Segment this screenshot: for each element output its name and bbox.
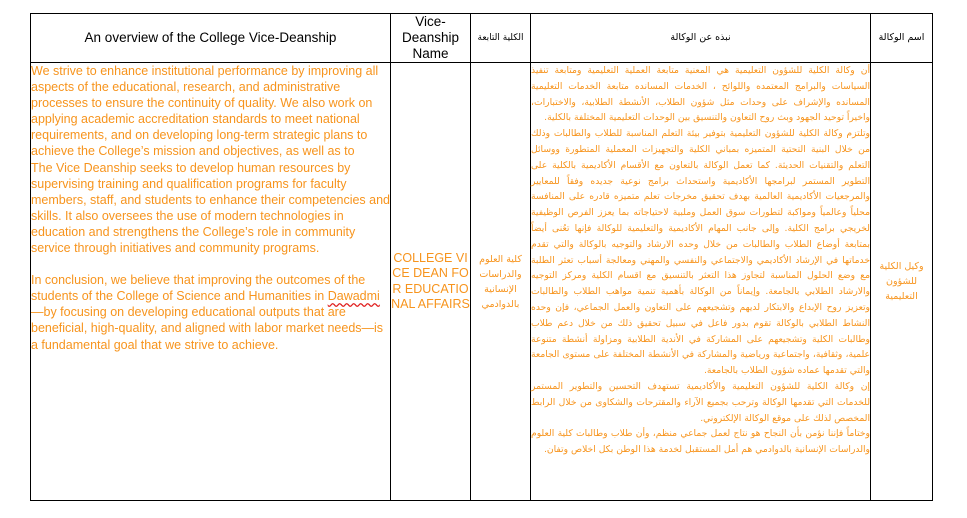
about-paragraph: أن وكالة الكلية للشؤون التعليمية هي المعنية متابعة العملية التعليمية ومتابعة تنفيذ السياسات والبرامج المعتمده واللوائح ، الخدمات المسانده متابعة الخدمات التعليمية المسانده والإشراف على وحدات مثل شؤون الطلاب، الأنشطة الطلابية، والاختبارات، واخيراً توحيد الجهود وبث روح التعاون والتنسيق بين الوحدات التعليمية المختلفة بالكلية. xyxy=(531,65,870,124)
header-overview: An overview of the College Vice-Deanship xyxy=(31,14,391,63)
header-vice-deanship-name: Vice-Deanship Name xyxy=(391,14,471,63)
about-cell xyxy=(531,63,871,501)
overview-cell xyxy=(31,63,391,501)
about-paragraph: وتلتزم وكالة الكلية للشؤون التعليمية بتوفير بيئة التعلم المناسبة للطلاب والطالبات وذلك من خلال البنية التحتية المتميزه بمباني الكلية والتجهيزات المعملية المتطورة ووسائل التعلم والتقنيات الحديثة. كما تعمل الوكالة بالتعاون مع الأقسام الأكاديمية بالكلية على التطوير المستمر لبرامجها الأكاديمية واستحداث برامج نوعية جديده وفقاً للمعايير والمرجعيات الأكاديمية العالمية بهدف تحقيق مخرجات تعلم متميزه قادره على المنافسة محلياً وعالمياً ومواكبة لتطورات سوق العمل وملبية لاحتياجاته بما يعزز الفرص الوظيفية لخريجي برامج الكلية. وإلى جانب المهام الأكاديمية والتعليمية للوكالة فإنها تعُنى أيضاً بمتابعة أوضاع الطلاب والطالبات من خلال وحده الارشاد والتوجيه بالوكالة والتي تقدم خدماتها في الإرشاد الأكاديمي والاجتماعي والنفسي والمهني ومعالجة أسباب تعثر الطلبة مع وضع الحلول المناسبة لتجاوز هذا التعثر بالتنسيق مع اقسام الكلية ومركز التوجيه والارشاد الطلابي بالجامعة. وإيماناً من الوكالة بأهمية تنمية مواهب الطلاب والطالبات وتعزيز روح الإبداع والابتكار لديهم وتشجيعهم على التعاون والعمل الجماعي، فإن وحده النشاط الطلابي بالوكالة تقوم بدور فاعل في سبيل تحقيق ذلك من خلال دعم طلاب وطالبات الكلية وتشجيعهم على المشاركة في الأندية الطلابية ومزاولة أنشطة متنوعة علمية، وثقافية، واجتماعية ورياضية والمشاركة في الأنشطة المختلفة على مستوى الجامعة والتي تقدمها عماده شؤون الطلاب بالجامعة. xyxy=(531,128,870,377)
header-about: نبذه عن الوكالة xyxy=(531,14,871,63)
header-row xyxy=(31,14,933,63)
table-row xyxy=(31,63,933,501)
overview-paragraph: We strive to enhance institutional performance by improving all aspects of the educational, research, and administrative processes to ensure the continuity of quality. We also work on applying academic accreditation standards to meet national requirements, and on developing long-term strategic plans to achieve the College’s mission and objectives, as well as to xyxy=(31,64,379,159)
header-office-name: اسم الوكالة xyxy=(871,14,933,63)
overview-paragraph: The Vice Deanship seeks to develop human resources by supervising training and qualification programs for faculty members, staff, and students to enhance their competencies and skills. It also oversees the use of modern technologies in education and strengthens the College’s role in community service through initiatives and community programs. xyxy=(31,160,391,256)
office-name-cell: وكيل الكلية للشؤون التعليمية xyxy=(871,63,933,501)
conclusion-text: —by focusing on developing educational outputs that are beneficial, high-quality, and aligned with labor market needs—is a fundamental goal that we strive to achieve. xyxy=(31,305,384,352)
about-paragraph: وختاماً فإننا نؤمن بأن النجاح هو نتاج لعمل جماعي منظم، وأن طلاب وطالبات كلية العلوم والدراسات الإنسانية بالدوادمي هم أمل المستقبل لخدمة هذا الوطن بكل اخلاص وتفان. xyxy=(531,428,870,456)
vice-deanship-name-cell: COLLEGE VICE DEAN FOR EDUCATIONAL AFFAIRS xyxy=(391,63,471,501)
conclusion-text: In conclusion, we believe that improving the outcomes of the students of the College of Science and Humanities in xyxy=(31,273,366,304)
spellcheck-flagged-word[interactable]: Dawadmi xyxy=(327,289,380,304)
about-paragraph: إن وكالة الكلية للشؤون التعليمية والأكاديمية تستهدف التحسين والتطوير المستمر للخدمات التي تقدمها الوكالة وترحب بجميع الآراء والمقترحات والشكاوى من خلال الرابط المخصص لذلك على موقع الوكالة الإلكتروني. xyxy=(531,380,870,424)
header-affiliated-college: الكلية التابعة xyxy=(471,14,531,63)
affiliated-college-cell: كلية العلوم والدراسات الإنسانية بالدوادمي xyxy=(471,63,531,501)
overview-conclusion xyxy=(31,272,390,352)
vice-deanship-table xyxy=(30,13,933,501)
